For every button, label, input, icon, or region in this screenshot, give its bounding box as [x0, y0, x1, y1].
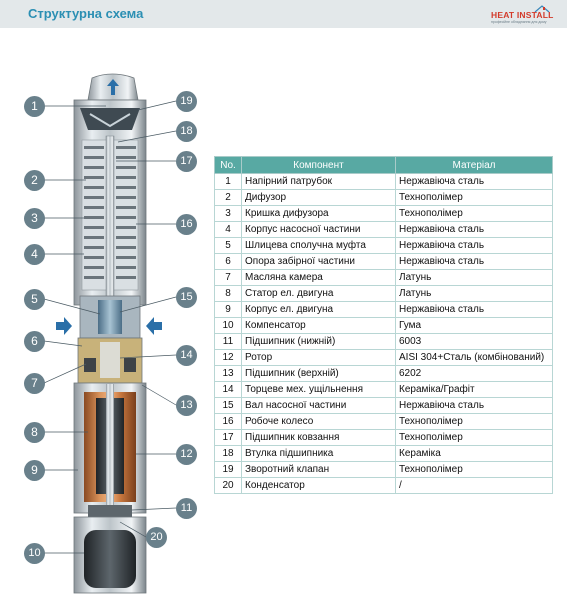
row-material: AISI 304+Сталь (комбінований) [396, 350, 553, 366]
row-component: Зворотний клапан [242, 462, 396, 478]
row-material: / [396, 478, 553, 494]
table-row [215, 206, 553, 222]
callout-9: 9 [24, 460, 45, 481]
table-row [215, 398, 553, 414]
row-number: 13 [215, 366, 242, 382]
row-number: 12 [215, 350, 242, 366]
row-component: Опора забірної частини [242, 254, 396, 270]
row-component: Вал насосної частини [242, 398, 396, 414]
row-number: 6 [215, 254, 242, 270]
row-component: Статор ел. двигуна [242, 286, 396, 302]
pump-shaft [106, 136, 114, 321]
table-row [215, 382, 553, 398]
table-row [215, 190, 553, 206]
logo-subtitle: професійне обладнання для дому [491, 20, 547, 24]
row-component: Дифузор [242, 190, 396, 206]
row-number: 14 [215, 382, 242, 398]
row-component: Шлицева сполучна муфта [242, 238, 396, 254]
callout-20: 20 [146, 527, 167, 548]
callout-5: 5 [24, 289, 45, 310]
row-number: 17 [215, 430, 242, 446]
row-number: 18 [215, 446, 242, 462]
callout-14: 14 [176, 345, 197, 366]
callout-7: 7 [24, 373, 45, 394]
table-row [215, 270, 553, 286]
callout-10: 10 [24, 543, 45, 564]
table-row [215, 366, 553, 382]
row-number: 11 [215, 334, 242, 350]
column-header-material: Матеріал [396, 157, 553, 174]
callout-1: 1 [24, 96, 45, 117]
table-row [215, 430, 553, 446]
row-component: Втулка підшипника [242, 446, 396, 462]
callout-11: 11 [176, 498, 197, 519]
row-number: 15 [215, 398, 242, 414]
callout-15: 15 [176, 287, 197, 308]
row-component: Підшипник ковзання [242, 430, 396, 446]
inlet-left-arrow-icon [56, 317, 72, 335]
callout-17: 17 [176, 151, 197, 172]
table-row [215, 350, 553, 366]
row-component: Ротор [242, 350, 396, 366]
row-number: 4 [215, 222, 242, 238]
callout-18: 18 [176, 121, 197, 142]
logo-text: HEAT INSTALL [491, 10, 554, 20]
row-material: Технополімер [396, 462, 553, 478]
row-component: Робоче колесо [242, 414, 396, 430]
row-material: Технополімер [396, 190, 553, 206]
callout-8: 8 [24, 422, 45, 443]
row-material: Нержавіюча сталь [396, 302, 553, 318]
table-row [215, 174, 553, 190]
row-material: 6202 [396, 366, 553, 382]
table-row [215, 302, 553, 318]
compensator [84, 530, 136, 588]
row-number: 1 [215, 174, 242, 190]
callout-19: 19 [176, 91, 197, 112]
row-number: 2 [215, 190, 242, 206]
row-material: Технополімер [396, 430, 553, 446]
row-material: Технополімер [396, 414, 553, 430]
row-component: Корпус насосної частини [242, 222, 396, 238]
row-material: Нержавіюча сталь [396, 222, 553, 238]
row-number: 3 [215, 206, 242, 222]
row-number: 5 [215, 238, 242, 254]
row-material: Нержавіюча сталь [396, 174, 553, 190]
row-component: Корпус ел. двигуна [242, 302, 396, 318]
row-material: Кераміка [396, 446, 553, 462]
row-number: 20 [215, 478, 242, 494]
row-material: Нержавіюча сталь [396, 238, 553, 254]
callout-3: 3 [24, 208, 45, 229]
column-header-component: Компонент [242, 157, 396, 174]
row-number: 7 [215, 270, 242, 286]
row-component: Компенсатор [242, 318, 396, 334]
brand-logo [491, 4, 561, 26]
row-component: Напірний патрубок [242, 174, 396, 190]
row-component: Підшипник (верхній) [242, 366, 396, 382]
table-row [215, 446, 553, 462]
row-material: Латунь [396, 286, 553, 302]
table-header-row [215, 157, 553, 174]
column-header-no: No. [215, 157, 242, 174]
lower-bearing [88, 505, 132, 517]
callout-13: 13 [176, 395, 197, 416]
callout-2: 2 [24, 170, 45, 191]
row-number: 16 [215, 414, 242, 430]
row-material: Нержавіюча сталь [396, 398, 553, 414]
callout-16: 16 [176, 214, 197, 235]
row-material: Гума [396, 318, 553, 334]
row-number: 8 [215, 286, 242, 302]
row-material: Латунь [396, 270, 553, 286]
row-component: Кришка дифузора [242, 206, 396, 222]
row-component: Торцеве мех. ущільнення [242, 382, 396, 398]
table-row [215, 222, 553, 238]
inlet-right-arrow-icon [146, 317, 162, 335]
row-material: Кераміка/Графіт [396, 382, 553, 398]
row-number: 9 [215, 302, 242, 318]
table-row [215, 462, 553, 478]
callout-12: 12 [176, 444, 197, 465]
callout-4: 4 [24, 244, 45, 265]
table-row [215, 286, 553, 302]
table-row [215, 478, 553, 494]
row-number: 10 [215, 318, 242, 334]
row-material: Нержавіюча сталь [396, 254, 553, 270]
table-row [215, 254, 553, 270]
row-material: 6003 [396, 334, 553, 350]
callout-6: 6 [24, 331, 45, 352]
components-table [214, 156, 553, 494]
row-material: Технополімер [396, 206, 553, 222]
table-row [215, 238, 553, 254]
row-number: 19 [215, 462, 242, 478]
row-component: Конденсатор [242, 478, 396, 494]
row-component: Масляна камера [242, 270, 396, 286]
table-row [215, 318, 553, 334]
row-component: Підшипник (нижній) [242, 334, 396, 350]
table-row [215, 414, 553, 430]
page-title: Структурна схема [28, 6, 144, 21]
table-row [215, 334, 553, 350]
